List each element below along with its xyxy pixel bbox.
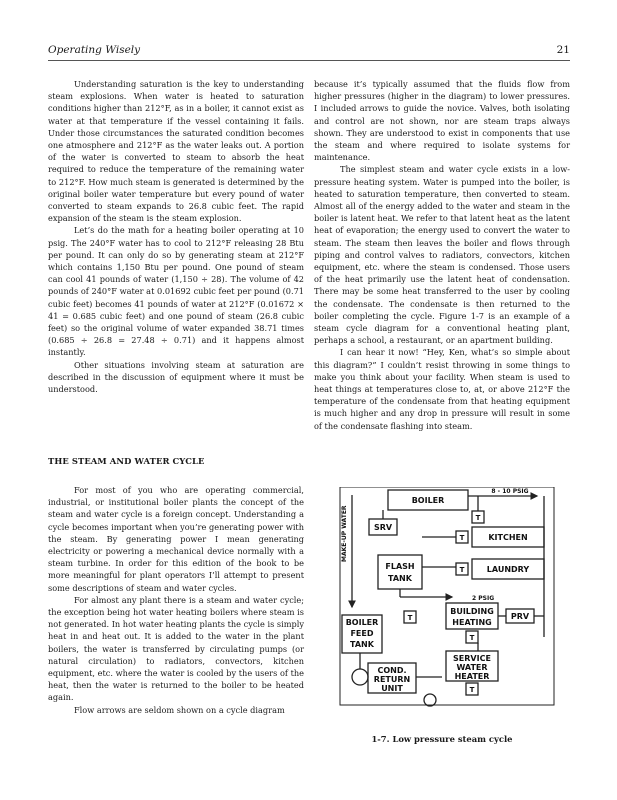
paragraph: I can hear it now! “Hey, Ken, what’s so simple about this diagram?” I couldn’t resist throwing in some things to make you think about your facility. When steam is used to heat things at temperatures close to, at, or above 212°F the temperature of the condensate from that heating equipment is much higher and any drop in pressure will result in some of the condensate flashing into steam. xyxy=(314,347,570,431)
running-head xyxy=(48,44,570,60)
service-label-2: WATER xyxy=(456,663,488,672)
flash-label-2: TANK xyxy=(388,574,412,583)
paragraph: Understanding saturation is the key to understanding steam explosions. When water is heated to saturation conditions higher than 212°F, as in a boiler, it cannot exist as water at that temperature if the vessel containing it fails. Under those circumstances the saturated condition becomes one atmosphere and 212°F as the water leaks out. A portion of the water is converted to steam to absorb the heat required to reduce the temperature of the remaining water to 212°F. How much steam is generated is determined by the original boiler water temperature but every pound of water converted to steam expands to 26.8 cubic feet. The rapid expansion of the steam is the steam explosion. xyxy=(48,79,304,224)
page-number: 21 xyxy=(556,44,570,56)
feed-label-3: TANK xyxy=(350,640,374,649)
building-label-1: BUILDING xyxy=(450,607,494,616)
cond-label-2: RETURN xyxy=(373,675,411,684)
makeup-label: MAKE-UP WATER xyxy=(341,505,348,562)
paragraph: because it’s typically assumed that the fluids flow from higher pressures (higher in the diagram) to lower pressures. I included arrows to guide the novice. Valves, both isolating and control are not shown, nor are steam traps always shown. They are understood to exist in components that use the steam and where required to isolate systems for maintenance. xyxy=(314,79,570,163)
header-rule xyxy=(48,60,570,61)
figure-caption: 1-7. Low pressure steam cycle xyxy=(371,734,513,744)
srv-label: SRV xyxy=(373,523,393,532)
paragraph: For most of you who are operating commercial, industrial, or institutional boiler plants the concept of the steam and water cycle is a foreign concept. Understanding a cycle becomes important when you’re generating power with the steam. By generating power I mean generating electricity or powering a mechanical device normally with a steam turbine. In order for this edition of the book to be more meaningful for plant operators I’ll attempt to present some descriptions of steam and water cycles. xyxy=(48,485,304,593)
trap-label: T xyxy=(475,514,481,522)
trap-label: T xyxy=(469,634,475,642)
paragraph: The simplest steam and water cycle exists in a low-pressure heating system. Water is pumped into the boiler, is heated to saturation temperature, then converted to steam. Almost all of the energy added to the water and steam in the boiler is latent heat. We refer to that latent heat as the latent heat of evaporation; the energy used to convert the water to steam. The steam then leaves the boiler and flows through piping and control valves to radiators, convectors, kitchen equipment, etc. where the steam is condensed. Those users of the heat primarily use the latent heat of condensation. There may be some heat transferred to the user by cooling the condensate. The condensate is then returned to the boiler completing the cycle. Figure 1-7 is an example of a steam cycle diagram for a conventional heating plant, perhaps a school, a restaurant, or an apartment building. xyxy=(314,164,570,346)
paragraph: Flow arrows are seldom shown on a cycle diagram xyxy=(74,704,285,715)
boiler-label: BOILER xyxy=(411,496,445,505)
feed-pump-icon xyxy=(352,669,368,685)
feed-label-2: FEED xyxy=(350,629,374,638)
psig-low-label: 2 PSIG xyxy=(472,595,495,602)
cond-label-1: COND. xyxy=(377,666,407,675)
section-heading: THE STEAM AND WATER CYCLE xyxy=(48,456,205,466)
section-body xyxy=(48,484,304,716)
service-label-3: HEATER xyxy=(454,672,490,681)
running-title: Operating Wisely xyxy=(48,44,141,56)
diagram-frame xyxy=(340,487,554,705)
prv-label: PRV xyxy=(510,612,530,621)
paragraph: Other situations involving steam at saturation are described in the discussion of equipment where it must be understood. xyxy=(48,359,304,395)
trap-label: T xyxy=(459,534,465,542)
trap-label: T xyxy=(407,614,413,622)
service-label-1: SERVICE xyxy=(453,654,491,663)
laundry-label: LAUNDRY xyxy=(486,565,530,574)
psig-high-label: 8 - 10 PSIG xyxy=(491,488,529,495)
left-column xyxy=(48,78,304,395)
cond-label-3: UNIT xyxy=(381,684,403,693)
trap-label: T xyxy=(469,686,475,694)
paragraph: Let’s do the math for a heating boiler operating at 10 psig. The 240°F water has to cool to 212°F releasing 28 Btu per pound. It can only do so by generating steam at 212°F which contains 1,150 Btu per pound. One pound of steam can cool 41 pounds of water (1,150 ÷ 28). The volume of 42 pounds of 240°F water at 0.01692 cubic feet per pound (0.71 cubic feet) becomes 41 pounds of water at 212°F (0.01672 × 41 = 0.685 cubic feet) and one pound of steam (26.8 cubic feet) so the original volume of water expanded 38.71 times (0.685 ÷ 26.8 = 27.48 ÷ 0.71) and it happens almost instantly. xyxy=(48,225,304,358)
flash-tank-box xyxy=(378,555,422,589)
building-label-2: HEATING xyxy=(452,618,492,627)
right-column xyxy=(314,78,570,432)
kitchen-label: KITCHEN xyxy=(488,533,528,542)
return-pump-icon xyxy=(424,694,436,706)
flash-label-1: FLASH xyxy=(385,562,415,571)
paragraph: For almost any plant there is a steam and water cycle; the exception being hot water heating boilers where steam is not generated. In hot water heating plants the cycle is simply heat in and heat out. It is added to the water in the plant boilers, the water is transferred by circulating pumps (or natural circulation) to radiators, convectors, kitchen equipment, etc. where the water is cooled by the users of the heat, then the water is returned to the boiler to be heated again. xyxy=(48,594,304,703)
steam-cycle-diagram xyxy=(332,487,562,709)
feed-label-1: BOILER xyxy=(345,618,379,627)
trap-label: T xyxy=(459,566,465,574)
